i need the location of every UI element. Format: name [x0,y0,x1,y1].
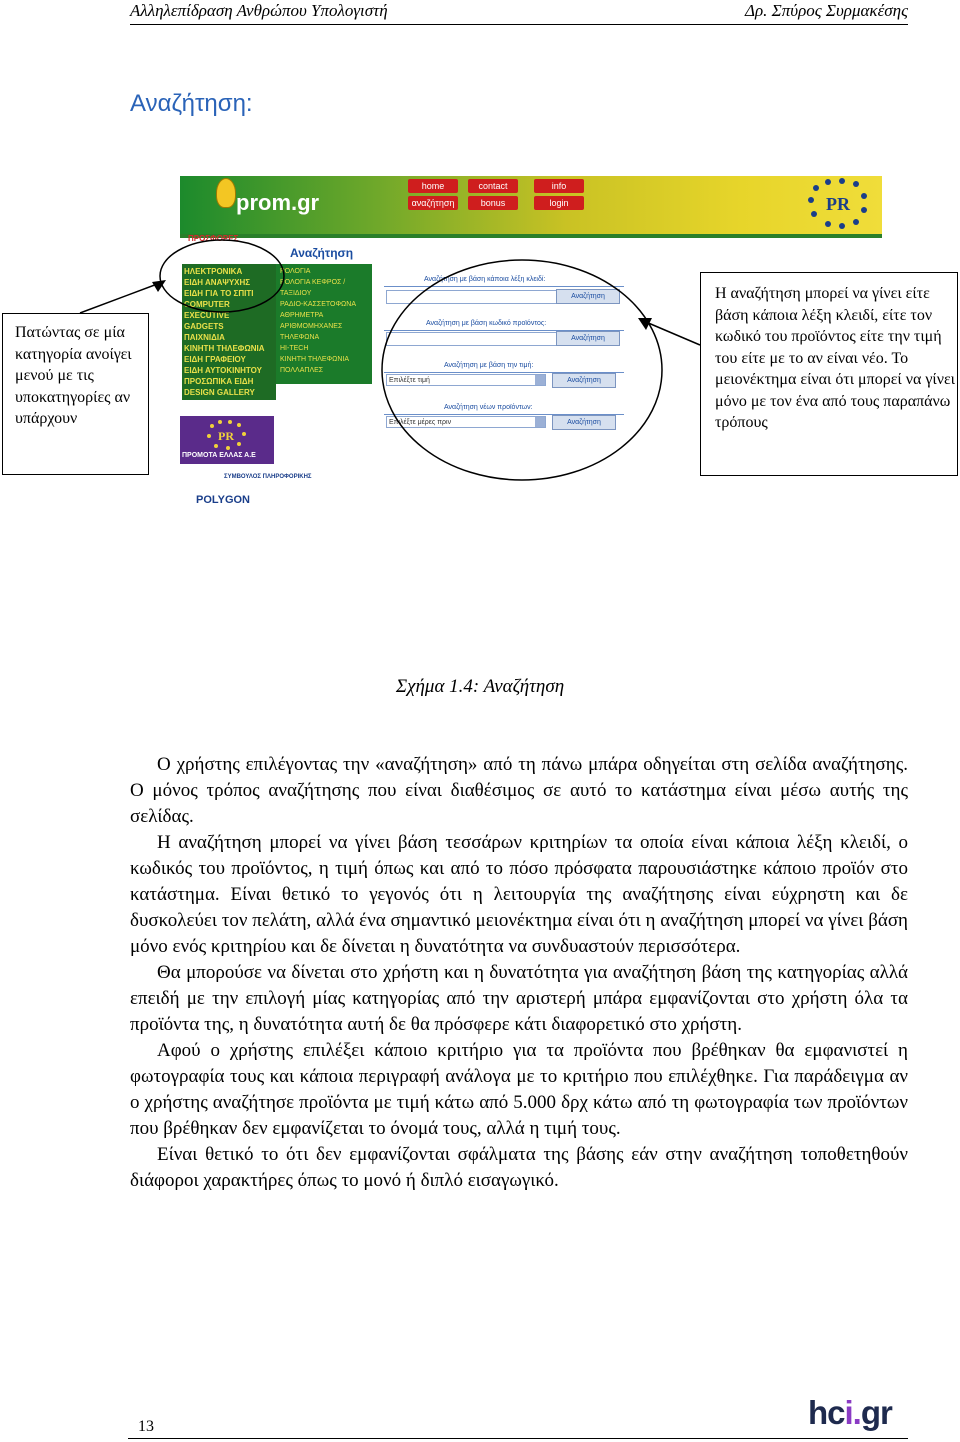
code-search-button[interactable]: Αναζήτηση [556,331,620,346]
category-item[interactable]: COMPUTER [184,300,230,309]
bulb-icon [216,178,236,208]
header-right: Δρ. Σπύρος Συρμακέσης [745,1,908,20]
form-divider [384,286,624,287]
body-text [130,752,908,1194]
annotation-left: Πατώντας σε μία κατηγορία ανοίγει μενού με τις υποκατηγορίες αν υπάρχουν [2,313,149,475]
figure-caption: Σχήμα 1.4: Αναζήτηση [395,676,565,697]
nav-login[interactable]: login [534,196,584,210]
category-item[interactable]: EXECUTIVE [184,311,230,320]
nav-home[interactable]: home [408,179,458,193]
price-label: Αναζήτηση με βάση την τιμή: [444,362,534,369]
category-item[interactable]: ΕΙΔΗ ΓΡΑΦΕΙΟΥ [184,355,246,364]
subcategory-item[interactable]: ΤΑΞΙΔΙΟΥ [280,290,312,297]
site-logo: prom.gr [236,190,320,215]
subcategory-item[interactable]: HI-TECH [280,345,309,352]
nav-info[interactable]: info [534,179,584,193]
paragraph: Αφού ο χρήστης επιλέξει κάποιο κριτήριο για τα προϊόντα που βρέθηκαν θα εμφανιστεί η φωτογραφία τους και κάποια περιγραφή ανάλογα με το κριτήριο που επιλέχθηκε. Για παράδειγμα αν ο χρήστης αναζήτησε προϊόντα με τιμή κάτω από 5.000 δρχ κάτω από τη φωτογραφία των προϊόντων που βρέθηκαν δεν εμφανίζεται το όνομά τους, αλλά η τιμή τους. [130,1040,908,1139]
paragraph: Ο χρήστης επιλέγοντας την «αναζήτηση» από τη πάνω μπάρα οδηγείται στη σελίδα αναζήτησης. Ο μόνος τρόπος αναζήτησης που είναι διαθέσιμος σε αυτό το κατάστημα είναι μέσω αυτής της σελίδας. [130,754,908,827]
category-list [182,264,276,400]
polygon-logo: POLYGON [196,494,250,506]
category-item[interactable]: ΕΙΔΗ ΑΥΤΟΚΙΝΗΤΟΥ [184,366,262,375]
nav-bonus[interactable]: bonus [468,196,518,210]
chevron-down-icon [535,417,545,427]
price-select-value: Επιλέξτε τιμή [389,377,430,384]
category-item[interactable]: GADGETS [184,322,224,331]
price-search-button[interactable]: Αναζήτηση [552,373,616,388]
nav-contact[interactable]: contact [468,179,518,193]
polygon-subtitle: ΣΥΜΒΟΥΛΟΣ ΠΛΗΡΟΦΟΡΙΚΗΣ [224,474,312,480]
svg-text:PR: PR [218,429,234,443]
page-header [130,0,908,25]
header-left: Αλληλεπίδραση Ανθρώπου Υπολογιστή [130,1,388,20]
subcategory-item[interactable]: ΡΟΛΟΓΙΑ [280,268,311,275]
new-products-select-value: Επιλέξτε μέρες πριν [389,419,452,426]
svg-text:PR: PR [826,194,850,214]
arrow-left-line [80,283,160,313]
logo-part: i. [844,1394,861,1431]
sidebar-offers[interactable]: ΠΡΟΣΦΟΡΕΣ [188,234,239,243]
new-products-select[interactable] [386,416,546,428]
stars-emblem-icon [806,178,870,230]
logo-part: gr [860,1394,892,1431]
site-green-strip [180,234,882,238]
paragraph: Είναι θετικό το ότι δεν εμφανίζονται σφάλματα της βάσης εάν στην αναζήτηση τοποθετηθούν διάφοροι χαρακτήρες όπως το μονό ή διπλό εισαγωγικό. [130,1144,908,1191]
hci-logo [808,1394,892,1432]
subcategory-item[interactable]: ΚΙΝΗΤΗ ΤΗΛΕΦΩΝΙΑ [280,356,350,363]
subcategory-item[interactable]: ΑΘΡΗΜΕΤΡΑ [280,312,324,319]
code-label: Αναζήτηση με βάση κωδικό προϊόντος: [426,320,547,327]
chevron-down-icon [535,375,545,385]
paragraph: Η αναζήτηση μπορεί να γίνει βάση τεσσάρων κριτηρίων τα οποία είναι κάποια λέξη κλειδί, ο κωδικός του προϊόντος, η τιμή όπως και από το πόσο πρόσφατα παρουσιάστηκε κάποιο προϊόν στο κατάστημα. Είναι θετικό το γεγονός ότι η λειτουργία της αναζήτησης είναι εύχρηστη και δε δυσκολεύει τον πελάτη, αλλά ένα σημαντικό μειονέκτημα είναι ότι η αναζήτηση μπορεί να γίνει βάση μόνο ενός κριτηρίου και δε δίνεται η δυνατότητα να συνδυαστούν περισσότερα. [130,832,908,957]
keyword-input[interactable] [386,290,558,304]
category-item[interactable]: ΕΙΔΗ ΓΙΑ ΤΟ ΣΠΙΤΙ [184,289,254,298]
new-products-label: Αναζήτηση νέων προϊόντων: [444,404,533,411]
category-item[interactable]: DESIGN GALLERY [184,388,255,397]
subcategory-item[interactable]: ΡΟΛΟΓΙΑ ΚΕΦΡΟΣ / [280,279,346,286]
stars-emblem-icon [206,420,248,450]
subcategory-item[interactable]: ΡΑΔΙΟ-ΚΑΣΣΕΤΟΦΩΝΑ [280,301,357,308]
section-title: Αναζήτηση: [130,90,253,117]
keyword-label: Αναζήτηση με βάση κάποια λέξη κλειδί: [424,276,546,283]
subcategory-item[interactable]: ΤΗΛΕΦΩΝΑ [280,334,320,341]
category-item[interactable]: ΠΑΙΧΝΙΔΙΑ [184,333,225,342]
arrow-left-head-icon [152,280,166,292]
price-select[interactable] [386,374,546,386]
category-item[interactable]: ΕΙΔΗ ΑΝΑΨΥΧΗΣ [184,278,251,287]
logo-part: hc [808,1394,845,1431]
subcategory-item[interactable]: ΑΡΙΘΜΟΜΗΧΑΝΕΣ [280,323,343,330]
annotation-right: Η αναζήτηση μπορεί να γίνει είτε βάση κάποια λέξη κλειδί, είτε τον κωδικό του προϊόντος είτε την τιμή του είτε με το αν είναι νέο. Το μειονέκτημα είναι ότι μπορεί να γίνει μόνο με τον ένα από τους παραπάνω τρόπους [700,272,958,476]
subcategory-item[interactable]: ΠΟΛΛΑΠΛΕΣ [280,367,324,374]
promota-label: ΠΡΟΜΟΤΑ ΕΛΛΑΣ Α.Ε [182,452,256,459]
paragraph: Θα μπορούσε να δίνεται στο χρήστη και η δυνατότητα για αναζήτηση βάση της κατηγορίας αλλά επειδή με την επιλογή μίας κατηγορίας από την αριστερή μπάρα εμφανίζονται στο χρήστη όλα τα προϊόντα της, η δυνατότητα αυτή δε θα πρόσφερε κάτι διαφορετικό στο χρήστη. [130,962,908,1035]
code-input[interactable] [386,332,558,346]
subcategory-menu [276,264,372,384]
nav-search[interactable]: αναζήτηση [408,196,458,210]
keyword-search-button[interactable]: Αναζήτηση [556,289,620,304]
category-item[interactable]: ΗΛΕΚΤΡΟΝΙΚΑ [184,267,243,276]
category-item[interactable]: ΠΡΟΣΩΠΙΚΑ ΕΙΔΗ [184,377,254,386]
new-products-search-button[interactable]: Αναζήτηση [552,415,616,430]
category-item[interactable]: ΚΙΝΗΤΗ ΤΗΛΕΦΩΝΙΑ [184,344,265,353]
footer-rule [128,1438,908,1439]
page-number: 13 [138,1418,154,1435]
search-page-title: Αναζήτηση [290,246,354,260]
